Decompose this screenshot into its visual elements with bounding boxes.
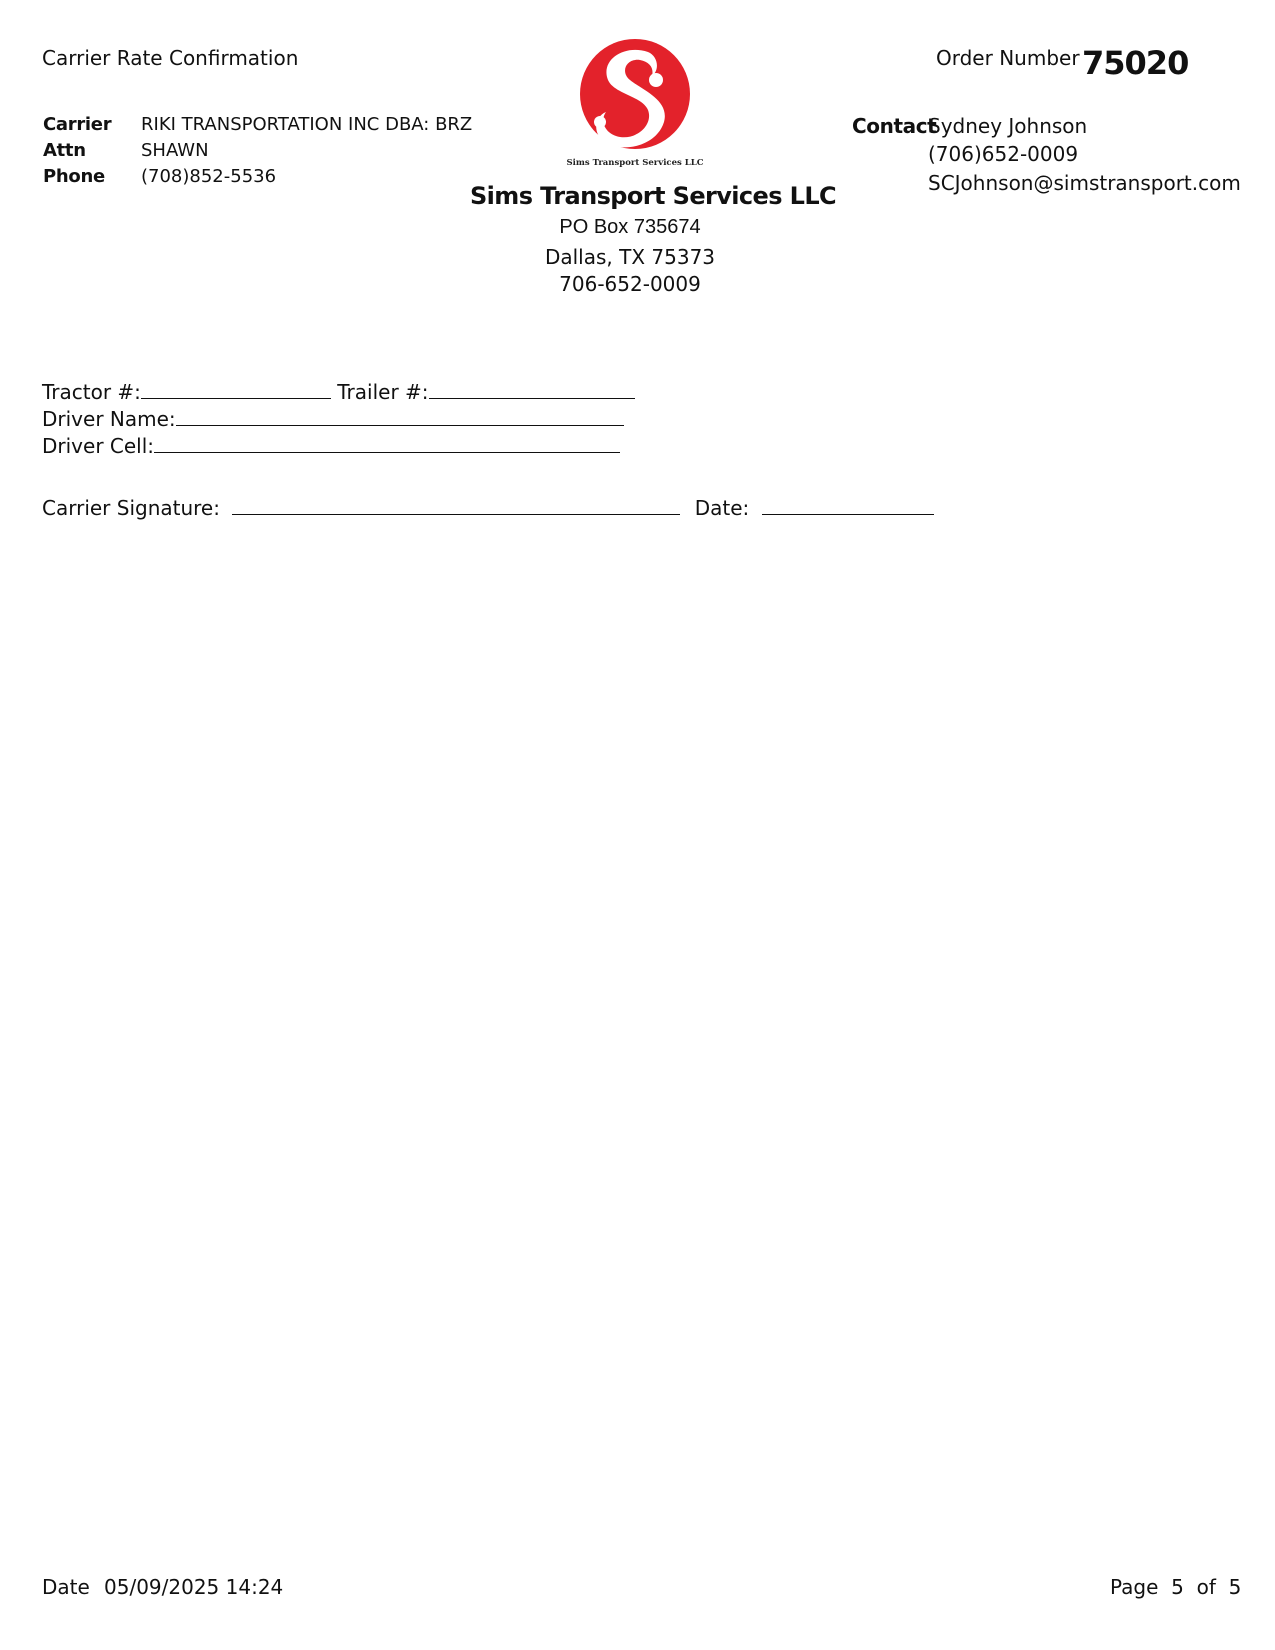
page-label: Page bbox=[1110, 1575, 1159, 1599]
page-of: of bbox=[1196, 1575, 1216, 1599]
signature-field[interactable] bbox=[232, 494, 680, 515]
contact-phone: (706)652-0009 bbox=[928, 142, 1079, 166]
order-number-label: Order Number bbox=[936, 46, 1080, 70]
footer-page-indicator bbox=[1110, 1575, 1241, 1599]
driver-name-label: Driver Name: bbox=[42, 407, 176, 431]
document-title: Carrier Rate Confirmation bbox=[42, 46, 299, 70]
tractor-trailer-row bbox=[42, 378, 635, 404]
footer-date-value: 05/09/2025 14:24 bbox=[104, 1575, 284, 1599]
signature-label: Carrier Signature: bbox=[42, 496, 220, 520]
attn-value: SHAWN bbox=[141, 140, 209, 161]
phone-label: Phone bbox=[43, 166, 105, 187]
signature-date-field[interactable] bbox=[762, 494, 934, 515]
driver-cell-row bbox=[42, 432, 620, 458]
logo-dot-right bbox=[649, 73, 663, 87]
sims-logo bbox=[560, 38, 710, 170]
trailer-field[interactable] bbox=[429, 378, 635, 399]
trailer-label: Trailer #: bbox=[337, 380, 429, 404]
contact-email: SCJohnson@simstransport.com bbox=[928, 171, 1241, 195]
attn-label: Attn bbox=[43, 140, 86, 161]
page-current: 5 bbox=[1171, 1575, 1184, 1599]
footer-date-label: Date bbox=[42, 1575, 90, 1599]
driver-name-row bbox=[42, 405, 624, 431]
phone-value: (708)852-5536 bbox=[141, 166, 277, 187]
contact-name: Sydney Johnson bbox=[928, 114, 1088, 138]
logo-dot-left bbox=[594, 116, 606, 128]
carrier-value: RIKI TRANSPORTATION INC DBA: BRZ bbox=[141, 114, 473, 135]
driver-cell-field[interactable] bbox=[154, 432, 620, 453]
driver-cell-label: Driver Cell: bbox=[42, 434, 155, 458]
page-total: 5 bbox=[1228, 1575, 1242, 1599]
contact-label: Contact bbox=[852, 114, 937, 138]
tractor-label: Tractor #: bbox=[42, 380, 141, 404]
company-name: Sims Transport Services LLC bbox=[470, 182, 837, 210]
company-phone: 706-652-0009 bbox=[559, 272, 701, 296]
company-city: Dallas, TX 75373 bbox=[544, 245, 716, 269]
signature-date-label: Date: bbox=[694, 496, 750, 520]
logo-caption: Sims Transport Services LLC bbox=[566, 158, 704, 168]
driver-name-field[interactable] bbox=[176, 405, 624, 426]
company-po-box: PO Box 735674 bbox=[559, 216, 701, 238]
signature-row bbox=[42, 494, 934, 520]
carrier-label: Carrier bbox=[43, 114, 112, 135]
tractor-field[interactable] bbox=[141, 378, 331, 399]
order-number: 75020 bbox=[1082, 44, 1189, 82]
